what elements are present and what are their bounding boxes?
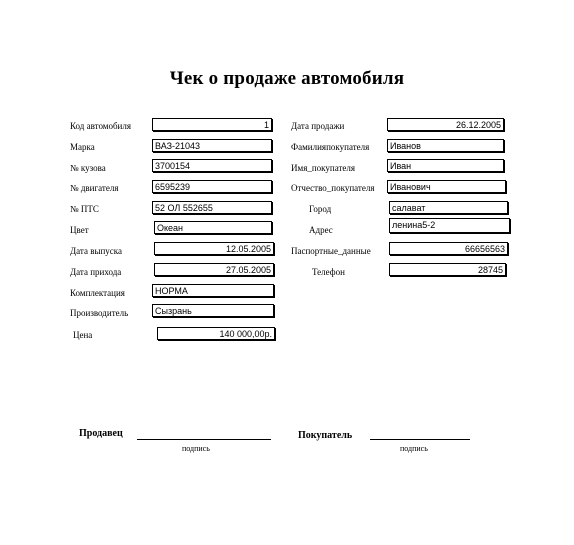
car-code-label: Код автомобиля — [70, 121, 132, 131]
car-code-field[interactable]: 1 — [152, 118, 272, 131]
sale-date-label: Дата продажи — [291, 121, 345, 131]
package-label: Комплектация — [70, 288, 125, 298]
buyer-signature-line — [370, 439, 470, 440]
body-number-label: № кузова — [70, 163, 106, 173]
color-label: Цвет — [70, 225, 89, 235]
buyer-signature-label: Покупатель — [298, 430, 353, 441]
release-date-field[interactable]: 12.05.2005 — [154, 242, 274, 255]
passport-label: Паспортные_данные — [291, 246, 371, 256]
phone-label: Телефон — [312, 267, 345, 277]
price-field[interactable]: 140 000,00р. — [157, 327, 275, 340]
address-field[interactable]: ленина5-2 — [389, 218, 510, 233]
price-label: Цена — [73, 330, 93, 340]
engine-number-label: № двигателя — [70, 183, 119, 193]
body-number-field[interactable]: 3700154 — [152, 159, 272, 172]
seller-signature-line — [137, 439, 271, 440]
city-label: Город — [309, 204, 332, 214]
first-name-label: Имя_покупателя — [291, 163, 356, 173]
arrival-date-field[interactable]: 27.05.2005 — [154, 263, 274, 276]
patronymic-field[interactable]: Иванович — [387, 180, 506, 193]
address-label: Адрес — [309, 225, 333, 235]
surname-field[interactable]: Иванов — [387, 139, 504, 152]
sale-date-field[interactable]: 26.12.2005 — [387, 118, 504, 131]
brand-label: Марка — [70, 142, 95, 152]
maker-label: Производитель — [70, 308, 129, 318]
seller-signature-caption: подпись — [182, 444, 210, 453]
color-field[interactable]: Океан — [154, 221, 272, 234]
package-field[interactable]: НОРМА — [152, 284, 274, 297]
first-name-field[interactable]: Иван — [387, 159, 504, 172]
page-title: Чек о продаже автомобиля — [169, 68, 405, 89]
engine-number-field[interactable]: 6595239 — [152, 180, 272, 193]
city-field[interactable]: салават — [389, 201, 508, 214]
patronymic-label: Отчество_покупателя — [291, 183, 375, 193]
release-date-label: Дата выпуска — [70, 246, 123, 256]
phone-field[interactable]: 28745 — [389, 263, 506, 276]
arrival-date-label: Дата прихода — [70, 267, 122, 277]
surname-label: Фамилияпокупателя — [291, 142, 370, 152]
seller-signature-label: Продавец — [79, 428, 123, 439]
buyer-signature-caption: подпись — [400, 444, 428, 453]
passport-field[interactable]: 66656563 — [389, 242, 508, 255]
pts-number-label: № ПТС — [70, 204, 99, 214]
brand-field[interactable]: ВАЗ-21043 — [152, 139, 272, 152]
pts-number-field[interactable]: 52 ОЛ 552655 — [152, 201, 272, 214]
maker-field[interactable]: Сызрань — [152, 304, 274, 317]
